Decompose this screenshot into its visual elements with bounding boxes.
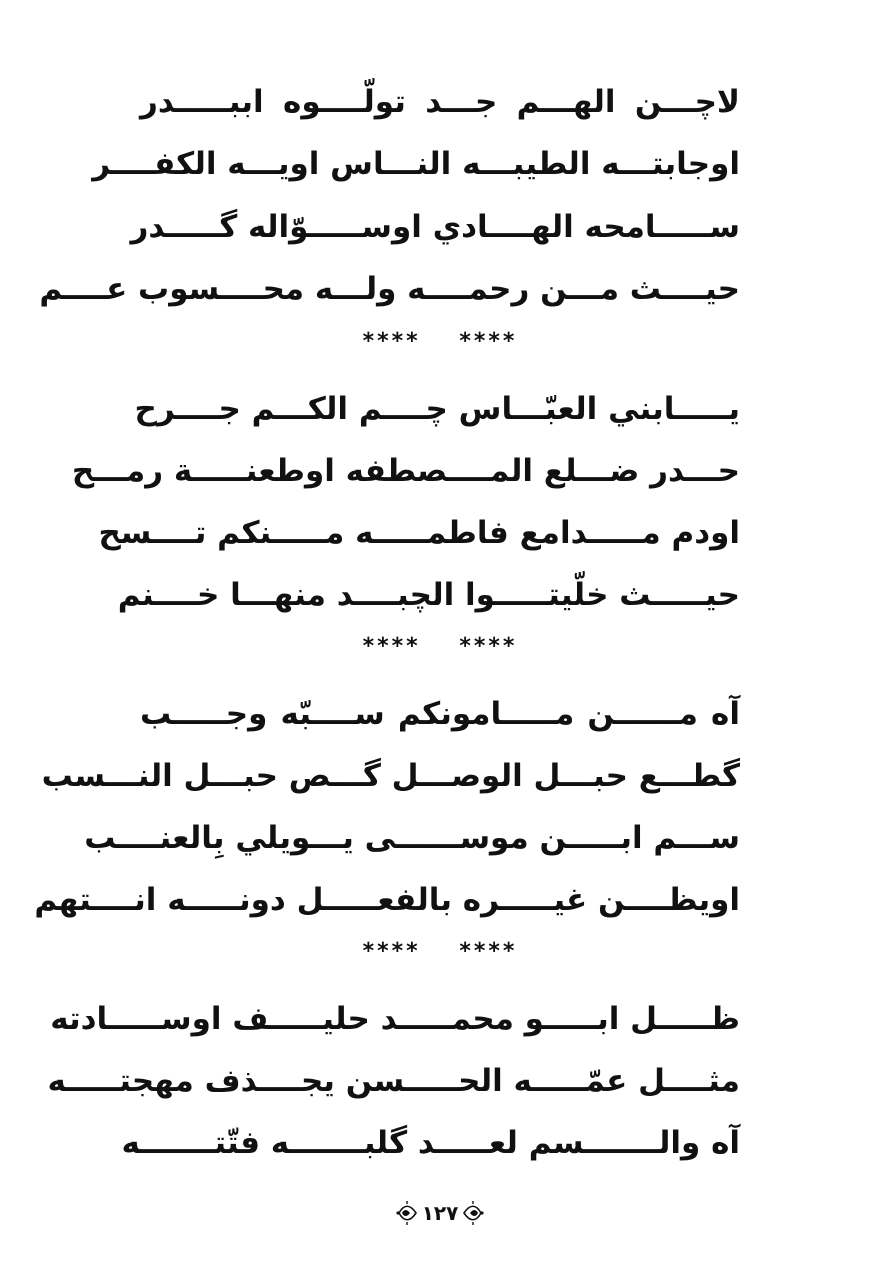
- stanza-separator: **** ****: [362, 634, 518, 659]
- verse-line: ظـــــل ابـــــو محمـــــد حليـــــف اوســـــادته: [50, 1001, 740, 1037]
- verse-line: ســـم ابـــــن موســــــى يـــويلي بِالعنــــب: [84, 820, 740, 856]
- verse-line: گطـــع حبـــل الوصـــل گـــص حبـــل النـــسب: [41, 758, 740, 794]
- verse-line: اودم مـــــدامع فاطمـــــه مـــــنكم تــــسح: [98, 515, 740, 551]
- verse-line: ســـــامحه الهــــادي اوســـــوّاله گـــــدر: [130, 209, 740, 245]
- page-number: ١٢٧: [421, 1201, 459, 1225]
- verse-line: آه والـــــــسم لعـــــد گلبـــــــه فتّتـــــــه: [121, 1125, 740, 1161]
- page-number-ornament: [390, 1196, 490, 1230]
- verse-line: حيـــــث خلّيتـــــوا الچبــــد منهـــا خــــنم: [117, 577, 740, 613]
- stanza-separator: **** ****: [362, 329, 518, 354]
- verse-line: اويظــــن غيـــــره بالفعـــــل دونـــــه انــــتهم: [34, 882, 740, 918]
- stanza-separator: **** ****: [362, 939, 518, 964]
- verse-line: حـــدر ضـــلع المــــصطفه اوطعنـــــة رمـــح: [71, 453, 740, 489]
- verse-line: اوجابتـــه الطيبـــه النـــاس اويـــه الكفــــر: [92, 146, 740, 182]
- verse-line: مثــــل عمّـــــه الحـــــسن يجــــذف مهجتـــــه: [47, 1063, 740, 1099]
- ornament-icon: [462, 1200, 484, 1226]
- verse-line: يـــــابني العبّـــاس چــــم الكـــم جــــرح: [134, 391, 740, 427]
- verse-line: لاچـــن الهـــم جـــد تولّــــوه اببـــــدر: [140, 84, 740, 120]
- verse-line: حيــــث مـــن رحمــــه ولـــه محــــسوب عــــم: [39, 271, 740, 307]
- ornament-icon: [396, 1200, 418, 1226]
- verse-line: آه مــــــن مـــــامونكم ســــبّه وجـــــب: [140, 696, 740, 732]
